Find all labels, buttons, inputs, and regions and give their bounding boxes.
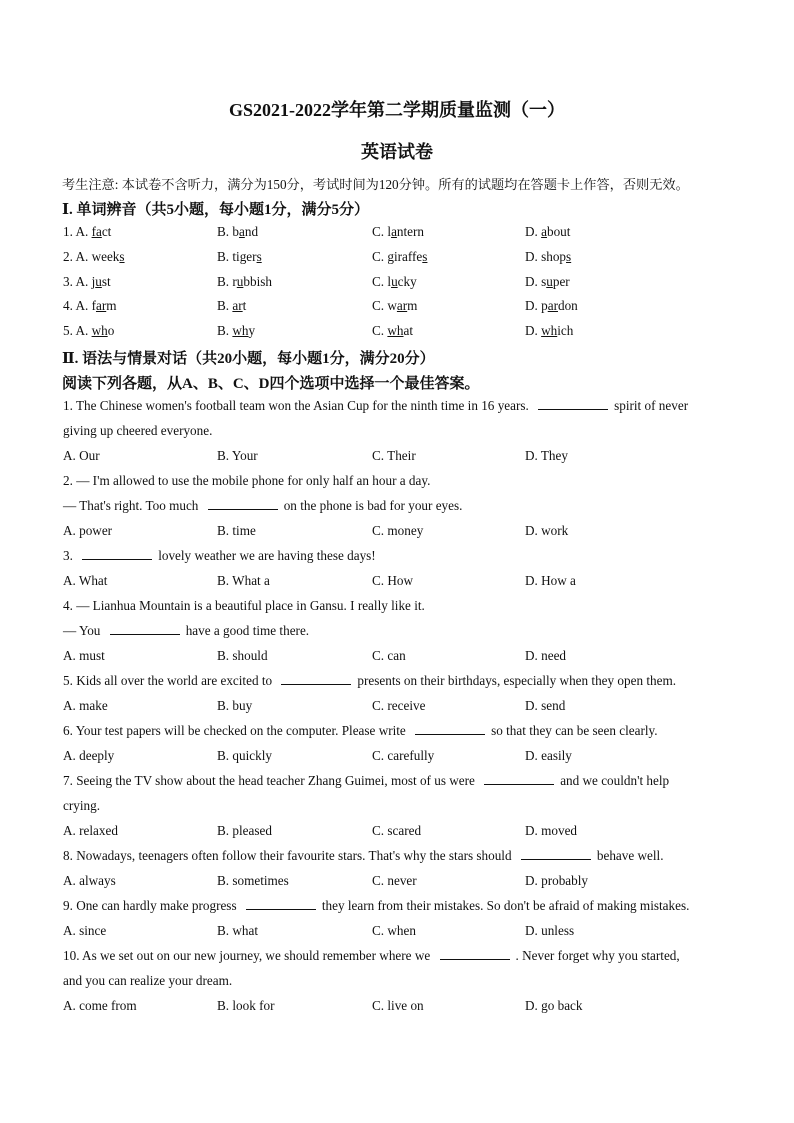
answer-option: C. when [372,923,416,938]
question-stem: giving up cheered everyone. [63,423,213,438]
answer-option: A. power [63,523,113,538]
answer-option: C. can [372,648,406,663]
question-stem: and you can realize your dream. [63,973,233,988]
answer-option: C. never [372,873,417,888]
options-row [0,823,794,843]
answer-option: C. receive [372,698,426,713]
answer-option: D. work [525,523,569,538]
section2-instruction: 阅读下列各题，从A、B、C、D四个选项中选择一个最佳答案。 [62,376,480,392]
answer-blank [538,398,608,410]
answer-option: C. money [372,523,424,538]
answer-option: C. carefully [372,748,435,763]
phonetic-option: B. band [217,224,259,239]
phonetic-row [0,224,794,244]
question-stem: 5. Kids all over the world are excited to presents on their birthdays, especially when they open them. [63,673,677,688]
question-stem: 6. Your test papers will be checked on the computer. Please write so that they can be seen clearly. [63,723,658,738]
answer-option: D. They [525,448,568,463]
phonetic-row [0,274,794,294]
answer-option: B. buy [217,698,253,713]
answer-option: B. look for [217,998,275,1013]
answer-option: C. live on [372,998,424,1013]
answer-blank [208,498,278,510]
exam-subtitle: 英语试卷 [361,142,433,162]
phonetic-option: 4. A. farm [63,298,117,314]
question-stem: crying. [63,798,100,813]
phonetic-option: D. pardon [525,298,578,314]
phonetic-option: C. warm [372,298,418,314]
answer-option: B. should [217,648,268,663]
phonetic-option: B. tigers [217,248,262,264]
answer-option: D. unless [525,923,575,938]
answer-blank [521,848,591,860]
phonetic-option: B. why [217,323,256,339]
phonetic-option: D. which [525,323,574,339]
phonetic-option: C. what [372,323,414,339]
options-row [0,748,794,768]
options-row [0,873,794,893]
answer-option: A. make [63,698,108,713]
exam-notice: 考生注意: 本试卷不含听力，满分为150分，考试时间为120分钟。所有的试题均在答题卡上作答，否则无效。 [62,177,689,192]
question-stem: — That's right. Too much on the phone is bad for your eyes. [63,498,463,513]
answer-option: A. relaxed [63,823,118,838]
options-row [0,923,794,943]
phonetic-option: D. about [525,224,571,239]
answer-option: C. scared [372,823,422,838]
section1-heading: Ⅰ. 单词辨音（共5小题，每小题1分，满分5分） [62,202,370,218]
answer-option: B. What a [217,573,270,588]
answer-option: B. what [217,923,259,938]
answer-blank [440,948,510,960]
phonetic-row [0,249,794,269]
question-stem: 3. lovely weather we are having these days! [63,548,376,563]
answer-blank [415,723,485,735]
answer-option: B. Your [217,448,258,463]
question-stem: 2. — I'm allowed to use the mobile phone for only half an hour a day. [63,473,431,488]
options-row [0,573,794,593]
answer-option: A. deeply [63,748,115,763]
answer-option: D. go back [525,998,583,1013]
phonetic-option: D. shops [525,248,572,264]
answer-option: A. What [63,573,108,588]
phonetic-option: C. lucky [372,273,417,289]
phonetic-option: 3. A. just [63,273,111,289]
phonetic-option: 2. A. weeks [63,248,125,264]
answer-option: B. quickly [217,748,272,763]
phonetic-option: 1. A. fact [63,224,112,239]
answer-option: A. always [63,873,116,888]
answer-option: D. easily [525,748,572,763]
exam-title: GS2021-2022学年第二学期质量监测（一） [228,100,565,120]
answer-option: D. moved [525,823,578,838]
question-stem: 8. Nowadays, teenagers often follow their favourite stars. That's why the stars should behave well. [63,848,664,863]
answer-option: D. need [525,648,567,663]
question-stem: 4. — Lianhua Mountain is a beautiful place in Gansu. I really like it. [63,598,425,613]
answer-option: D. How a [525,573,576,588]
answer-option: B. pleased [217,823,272,838]
question-stem: 1. The Chinese women's football team won the Asian Cup for the ninth time in 16 years. spirit of never [63,398,689,413]
phonetic-option: 5. A. who [63,323,115,339]
question-stem: 10. As we set out on our new journey, we should remember where we . Never forget why you started, [63,948,680,963]
answer-blank [281,673,351,685]
phonetic-row [0,323,794,343]
options-row [0,448,794,468]
answer-blank [82,548,152,560]
options-row [0,998,794,1018]
phonetic-option: B. art [217,298,247,314]
question-stem: 9. One can hardly make progress they learn from their mistakes. So don't be afraid of making mistakes. [63,898,690,913]
question-stem: 7. Seeing the TV show about the head teacher Zhang Guimei, most of us were and we couldn't help [63,773,670,788]
options-row [0,523,794,543]
answer-option: A. come from [63,998,137,1013]
answer-blank [484,773,554,785]
answer-blank [110,623,180,635]
answer-option: A. since [63,923,107,938]
answer-option: C. Their [372,448,416,463]
section2-heading: Ⅱ. 语法与情景对话（共20小题，每小题1分，满分20分） [62,351,435,367]
answer-option: A. must [63,648,105,663]
answer-option: B. time [217,523,256,538]
answer-option: A. Our [63,448,100,463]
answer-option: D. send [525,698,566,713]
answer-blank [246,898,316,910]
phonetic-option: C. giraffes [372,248,428,264]
phonetic-row [0,298,794,318]
options-row [0,648,794,668]
answer-option: B. sometimes [217,873,289,888]
question-stem: — You have a good time there. [63,623,310,638]
answer-option: D. probably [525,873,588,888]
answer-option: C. How [372,573,414,588]
phonetic-option: D. super [525,273,570,289]
options-row [0,698,794,718]
phonetic-option: B. rubbish [217,273,272,289]
phonetic-option: C. lantern [372,224,425,239]
